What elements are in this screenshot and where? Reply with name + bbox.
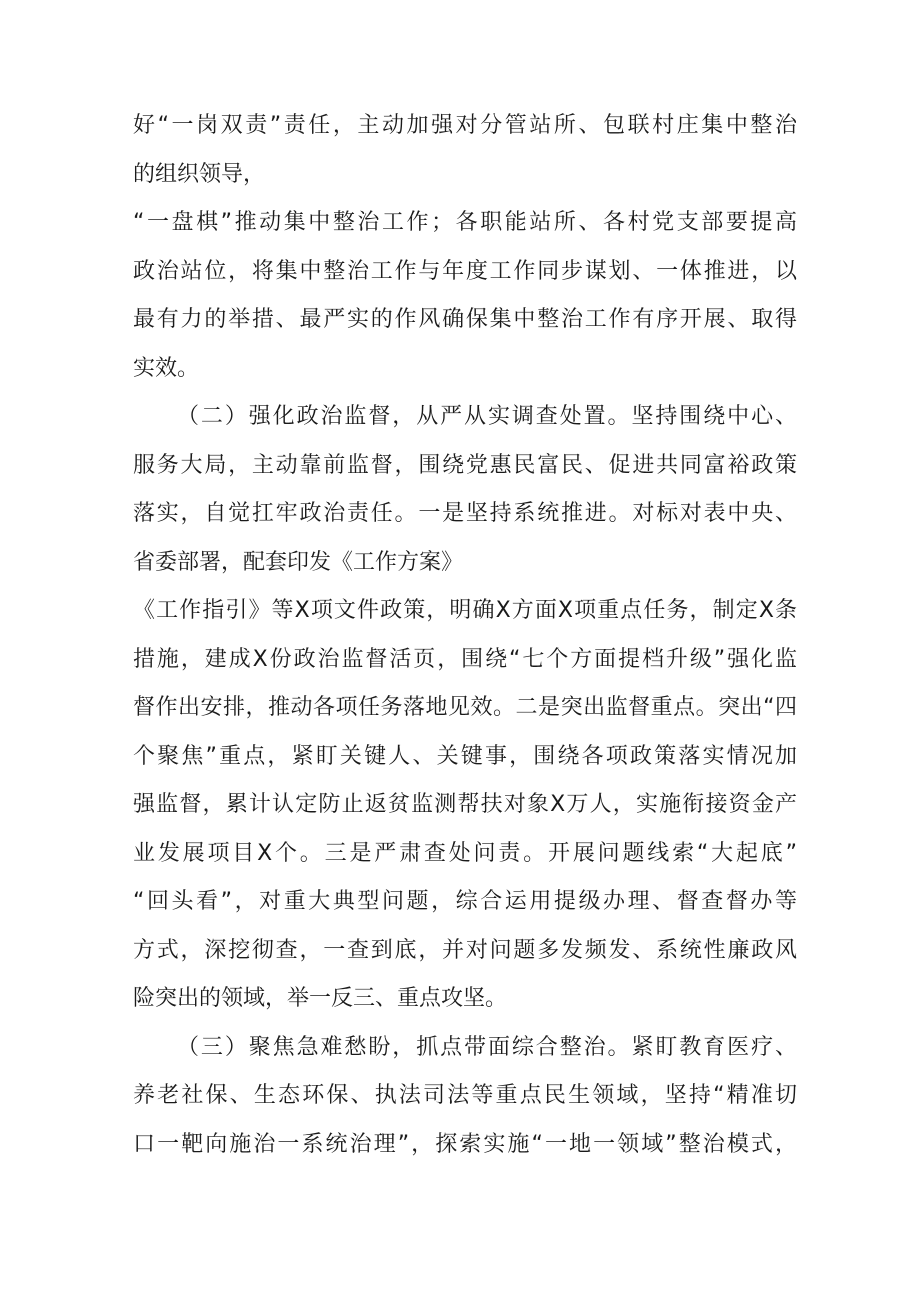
text-line: 强监督，累计认定防止返贫监测帮扶对象X万人，实施衔接资金产: [133, 792, 797, 817]
text-line: 实效。: [133, 355, 200, 381]
document-body: [133, 102, 797, 1169]
text-line: 险突出的领域，举一反三、重点攻坚。: [133, 986, 508, 1011]
text-line: 口一靶向施治一系统治理”，探索实施“一地一领域”整治模式，: [133, 1131, 797, 1157]
text-line: 业发展项目X个。三是严肃查处问责。开展问题线索“大起底”: [133, 840, 797, 866]
text-line: 方式，深挖彻查，一查到底，并对问题多发频发、系统性廉政风: [133, 937, 797, 963]
text-line: “回头看”，对重大典型问题，综合运用提级办理、督查督办等: [133, 889, 797, 914]
text-line: 措施，建成X份政治监督活页，围绕“七个方面提档升级”强化监: [133, 646, 797, 672]
text-line: （二）强化政治监督，从严从实调查处置。坚持围绕中心、: [177, 404, 797, 429]
text-line: 的组织领导，: [133, 161, 266, 187]
text-line: 《工作指引》等X项文件政策，明确X方面X项重点任务，制定X条: [133, 598, 797, 623]
text-line: 个聚焦”重点，紧盯关键人、关键事，围绕各项政策落实情况加: [133, 743, 797, 769]
text-line: 服务大局，主动靠前监督，围绕党惠民富民、促进共同富裕政策: [133, 452, 797, 478]
text-line: 省委部署，配套印发《工作方案》: [133, 549, 464, 575]
text-line: 养老社保、生态环保、执法司法等重点民生领域，坚持“精准切: [133, 1083, 797, 1108]
text-line: 督作出安排，推动各项任务落地见效。二是突出监督重点。突出“四: [133, 695, 797, 720]
text-line: （三）聚焦急难愁盼，抓点带面综合整治。紧盯教育医疗、: [177, 1034, 797, 1060]
text-line: 好“一岗双责”责任，主动加强对分管站所、包联村庄集中整治: [133, 113, 798, 138]
text-line: “一盘棋”推动集中整治工作；各职能站所、各村党支部要提高: [133, 210, 797, 235]
text-line: 最有力的举措、最严实的作风确保集中整治工作有序开展、取得: [133, 307, 797, 332]
text-line: 政治站位，将集中整治工作与年度工作同步谋划、一体推进，以: [133, 258, 797, 284]
text-line: 落实，自觉扛牢政治责任。一是坚持系统推进。对标对表中央、: [133, 501, 797, 526]
